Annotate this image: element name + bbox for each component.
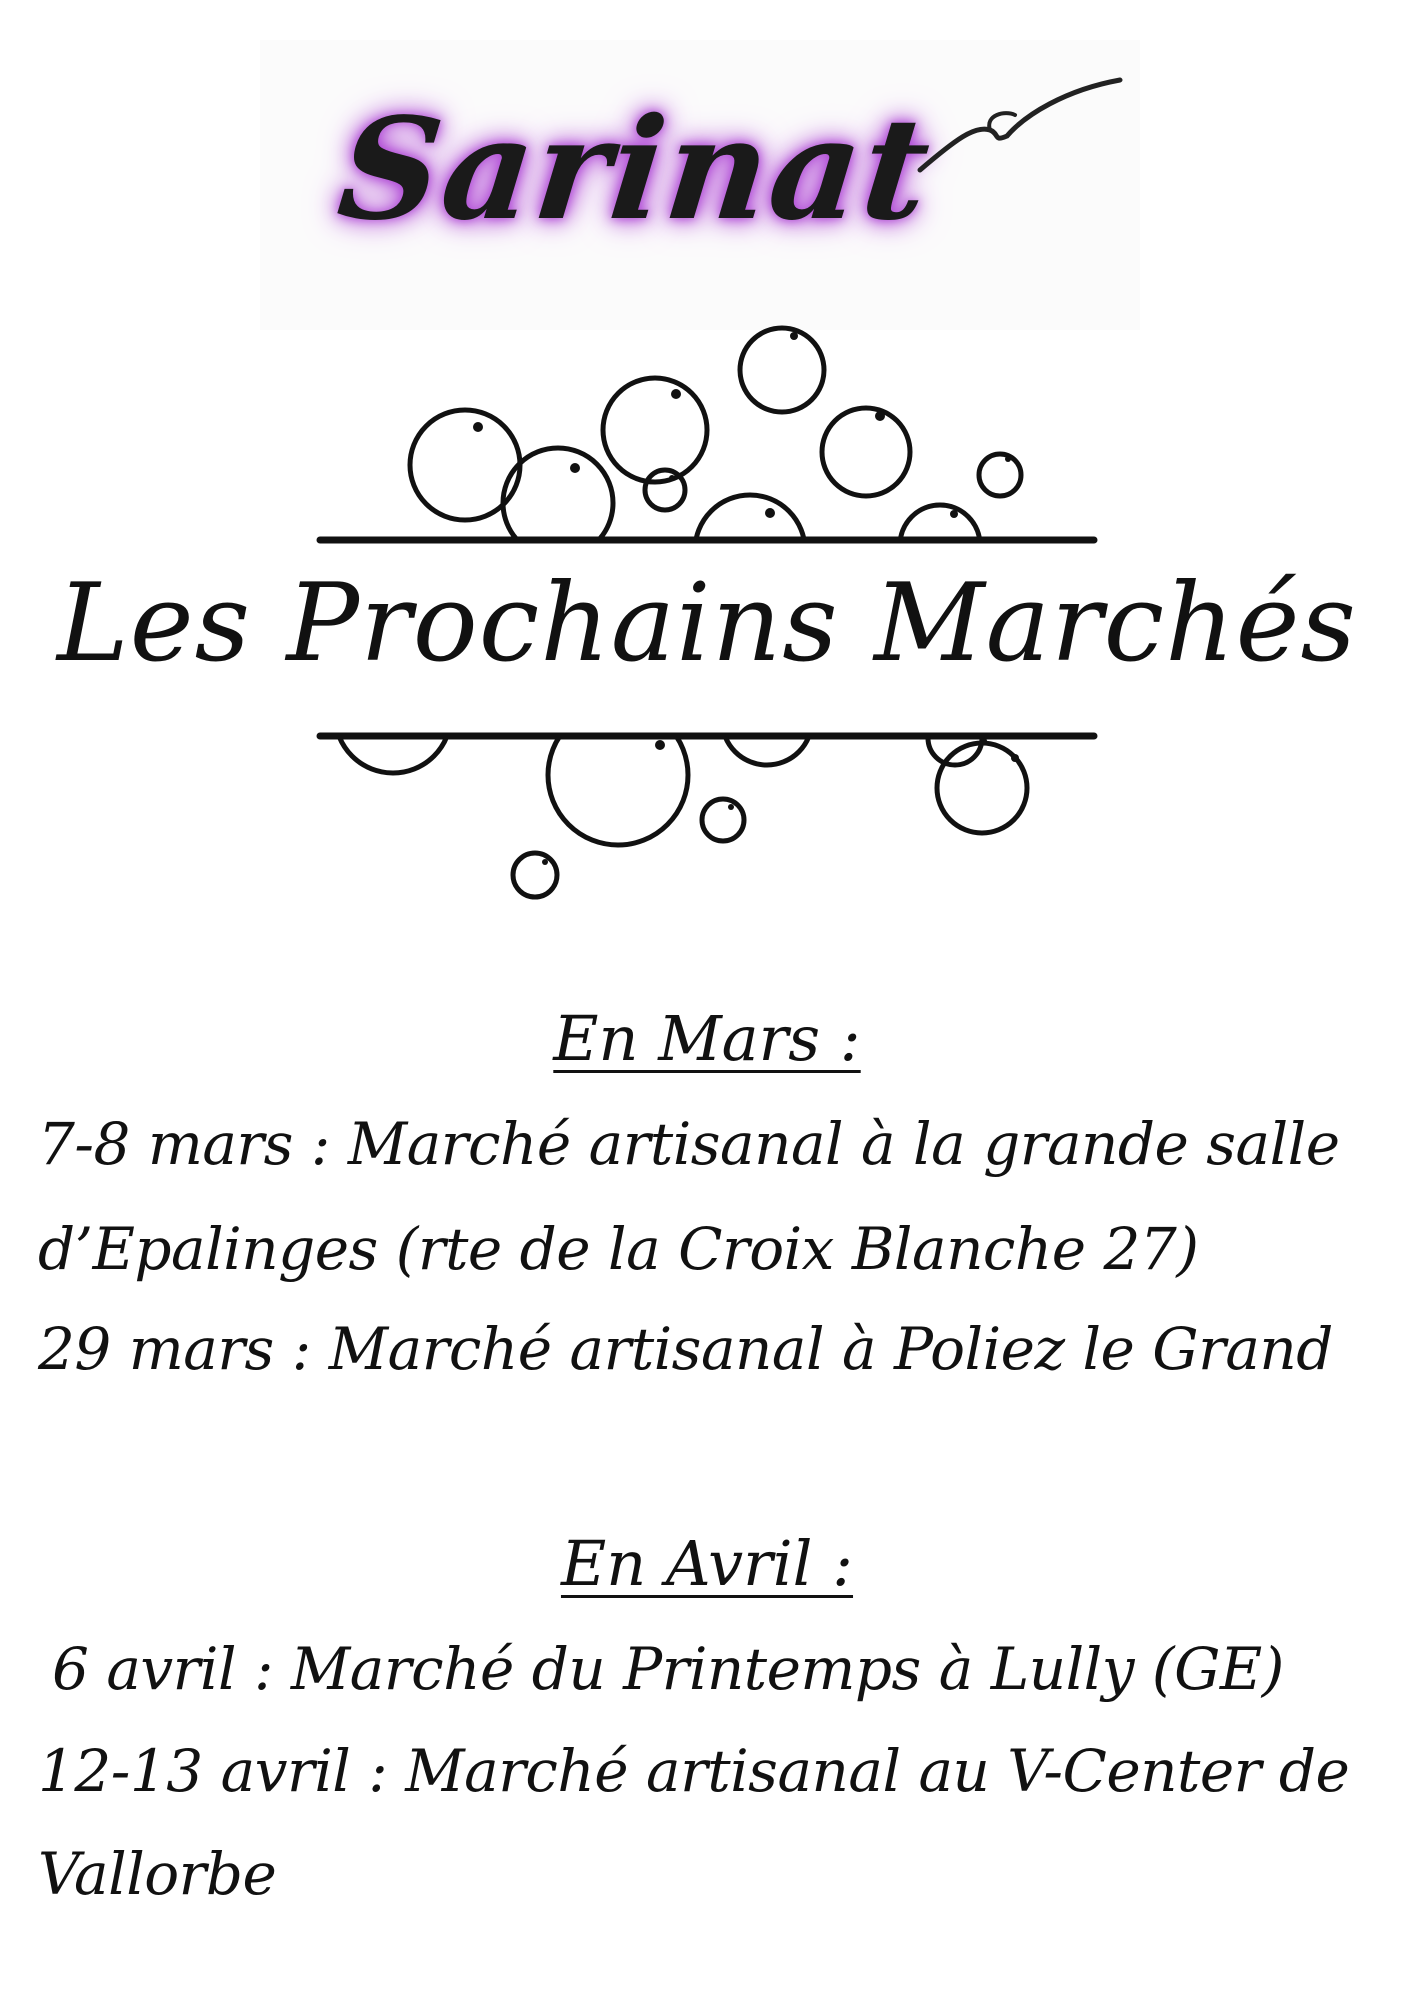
event-line: Vallorbe xyxy=(38,1840,277,1908)
event-line: d’Epalinges (rte de la Croix Blanche 27) xyxy=(38,1215,1199,1283)
page-title: Les Prochains Marchés xyxy=(57,561,1357,686)
brand-logo: Sarinat xyxy=(331,88,939,252)
section-title-avril: En Avril : xyxy=(560,1527,854,1600)
section-title-mars: En Mars : xyxy=(553,1002,861,1075)
event-line: 6 avril : Marché du Printemps à Lully (GE) xyxy=(52,1635,1284,1703)
event-line: 7-8 mars : Marché artisanal à la grande salle xyxy=(38,1110,1340,1178)
bubbles-frame xyxy=(0,0,1414,900)
event-line: 29 mars : Marché artisanal à Poliez le Grand xyxy=(38,1315,1333,1383)
event-line: 12-13 avril : Marché artisanal au V-Center de xyxy=(38,1737,1350,1805)
